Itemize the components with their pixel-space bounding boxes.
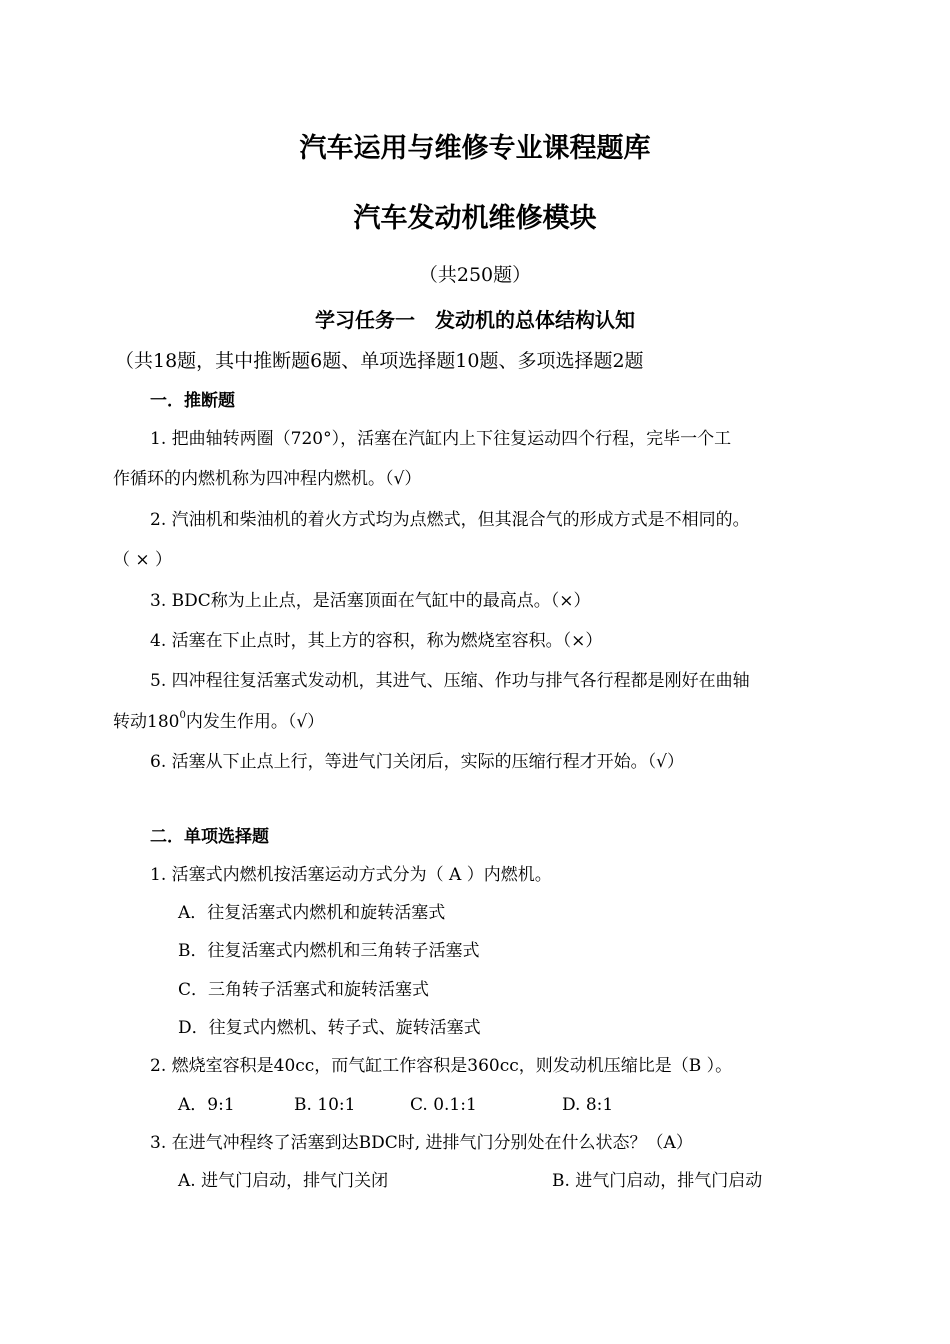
judge-item-2-line-2: （ × ） — [113, 550, 173, 570]
task-title: 学习任务一 发动机的总体结构认知 — [315, 308, 635, 332]
single-q1-option-a: A．往复活塞式内燃机和旋转活塞式 — [178, 903, 446, 923]
degree-superscript: 0 — [179, 710, 186, 721]
section-single-heading: 二．单项选择题 — [150, 827, 269, 847]
single-q2-stem: 2. 燃烧室容积是40cc，而气缸工作容积是360cc，则发动机压缩比是（B ）。 — [150, 1056, 733, 1076]
task-summary: （共18题，其中推断题6题、单项选择题10题、多项选择题2题 — [115, 350, 644, 372]
single-q2-option-b: B. 10:1 — [294, 1095, 356, 1115]
judge-item-5-text-b: 内发生作用。（√） — [185, 712, 325, 732]
judge-item-5-line-1: 5. 四冲程往复活塞式发动机，其进气、压缩、作功与排气各行程都是刚好在曲轴 — [150, 671, 750, 691]
total-count: （共250题） — [418, 264, 532, 286]
judge-item-1-line-2: 作循环的内燃机称为四冲程内燃机。（√） — [113, 469, 422, 489]
single-q1-option-c: C．三角转子活塞式和旋转活塞式 — [178, 980, 430, 1000]
judge-item-4: 4. 活塞在下止点时，其上方的容积，称为燃烧室容积。（×） — [150, 631, 603, 651]
judge-item-6: 6. 活塞从下止点上行，等进气门关闭后，实际的压缩行程才开始。（√） — [150, 752, 684, 772]
module-title: 汽车发动机维修模块 — [353, 203, 597, 234]
judge-item-5-line-2 — [113, 711, 324, 733]
single-q2-option-c: C. 0.1:1 — [410, 1095, 477, 1115]
judge-item-5-text-a: 转动180 — [113, 712, 180, 732]
single-q2-option-d: D. 8:1 — [562, 1095, 614, 1115]
single-q2-option-a: A．9:1 — [178, 1095, 235, 1115]
section-judge-heading: 一．推断题 — [150, 391, 235, 411]
single-q1-option-d: D．往复式内燃机、转子式、旋转活塞式 — [178, 1018, 481, 1038]
judge-item-1-line-1: 1. 把曲轴转两圈（720°），活塞在汽缸内上下往复运动四个行程，完毕一个工 — [150, 429, 732, 449]
single-q1-option-b: B．往复活塞式内燃机和三角转子活塞式 — [178, 941, 480, 961]
single-q3-stem: 3. 在进气冲程终了活塞到达BDC时, 进排气门分别处在什么状态？（A） — [150, 1133, 693, 1153]
judge-item-3: 3. BDC称为上止点，是活塞顶面在气缸中的最高点。（×） — [150, 591, 591, 611]
single-q1-stem: 1. 活塞式内燃机按活塞运动方式分为（ A ）内燃机。 — [150, 865, 552, 885]
single-q3-option-b: B. 进气门启动，排气门启动 — [552, 1171, 763, 1191]
document-title: 汽车运用与维修专业课程题库 — [299, 133, 651, 164]
judge-item-2-line-1: 2. 汽油机和柴油机的着火方式均为点燃式，但其混合气的形成方式是不相同的。 — [150, 510, 750, 530]
single-q3-option-a: A. 进气门启动，排气门关闭 — [178, 1171, 389, 1191]
